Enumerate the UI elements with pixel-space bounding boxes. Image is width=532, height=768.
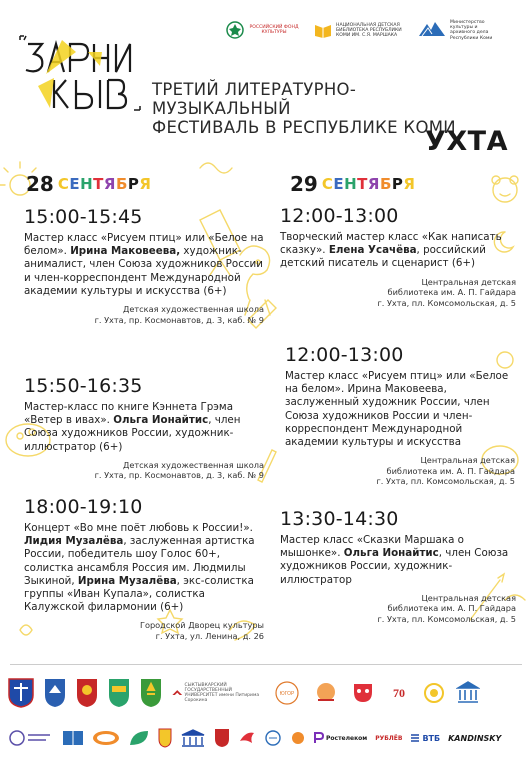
event-venue: Центральная детская библиотека им. А. П. Гайдара г. Ухта, пл. Комсомольская, д. 5 xyxy=(377,592,516,624)
event-description: Мастер класс «Сказки Маршака о мышонке». Ольга Ионайтис, член Союза художников России, художник-иллюстратор xyxy=(280,534,509,586)
partner-label: РОССИЙСКИЙ ФОНД КУЛЬТУРЫ xyxy=(249,25,299,36)
university-arrow-icon xyxy=(172,684,183,702)
vtb-logo: ВТБ xyxy=(410,733,440,743)
day-number: 28 xyxy=(26,172,54,196)
yugor-circle-icon xyxy=(274,680,300,706)
yugor-logo xyxy=(272,680,302,706)
month-letter: Т xyxy=(357,175,368,193)
month-letter: Р xyxy=(127,175,140,193)
region-coat-of-arms-icon xyxy=(108,678,130,708)
ministry-wave-icon xyxy=(418,22,446,38)
event-card xyxy=(24,206,264,325)
partner-national-library xyxy=(314,20,404,41)
festival-logo xyxy=(18,34,150,116)
event-time: 18:00-19:10 xyxy=(24,496,143,518)
event-person: Лидия Музалёва xyxy=(24,535,124,548)
ukhta-coat-of-arms-icon xyxy=(8,678,34,708)
city-coat-of-arms-icon xyxy=(44,678,66,708)
month-letter: Р xyxy=(391,175,404,193)
event-venue: Детская художественная школа г. Ухта, пр. Космонавтов, д. 3, каб. № 9 xyxy=(94,459,264,481)
month-label xyxy=(322,175,416,193)
culture-fund-emblem-icon xyxy=(226,21,244,39)
event-person: Елена Усачёва xyxy=(328,244,417,257)
top-partners xyxy=(226,20,502,41)
partner-label: Министерство культуры и архивного дела Республики Коми xyxy=(450,20,493,41)
event-time: 15:50-16:35 xyxy=(24,375,143,397)
anniversary-70-icon xyxy=(386,680,412,706)
event-venue: Детская художественная школа г. Ухта, пр. Космонавтов, д. 3, каб. № 9 xyxy=(94,304,264,325)
event-description: Творческий мастер класс «Как написать сказку». Елена Усачёва, российский детский писатель и сценарист (6+) xyxy=(280,231,502,270)
month-letter: Б xyxy=(115,175,128,193)
festival-title-line: ТРЕТИЙ ЛИТЕРАТУРНО-МУЗЫКАЛЬНЫЙ xyxy=(152,80,357,118)
event-description: Концерт «Во мне поёт любовь к России!». Лидия Музалёва, заслуженная артистка России, победитель шоу Голос 60+, солистка ансамбля Россия им. Людмилы Зыкиной, Ирина Музалёва, экс-солистка группы «Иван Купала», солистка Калужской филармонии (6+) xyxy=(24,522,255,614)
rostelecom-logo: Ростелеком xyxy=(314,732,367,744)
green-leaf-logo-icon xyxy=(128,729,150,747)
date-header-day2 xyxy=(290,172,415,196)
rublev-logo: РУБЛЁВ xyxy=(375,734,403,742)
month-letter: Я xyxy=(403,175,416,193)
festival-emblem-icon xyxy=(312,680,340,706)
event-description: Мастер-класс по книге Кэннета Грэма «Ветер в ивах». Ольга Ионайтис, член Союза художников России, художник-иллюстратор (6+) xyxy=(24,401,241,453)
month-letter: Я xyxy=(367,175,380,193)
event-person: Ирина Музалёва xyxy=(77,574,177,587)
event-venue: Центральная детская библиотека им. А. П. Гайдара г. Ухта, пл. Комсомольская, д. 5 xyxy=(376,455,515,487)
event-venue: Центральная детская библиотека им. А. П. Гайдара г. Ухта, пл. Комсомольская, д. 5 xyxy=(377,276,516,308)
event-card xyxy=(285,344,515,487)
month-letter: Е xyxy=(69,175,81,193)
event-venue: Городской Дворец культуры г. Ухта, ул. Ленина, д. 26 xyxy=(139,620,264,642)
event-person: Ольга Ионайтис xyxy=(113,414,209,427)
month-letter: Т xyxy=(93,175,104,193)
event-card xyxy=(280,508,516,625)
kandinsky-logo: KANDINSKY xyxy=(448,733,502,743)
syktyvkar-university-logo: СЫКТЫВКАРСКИЙ ГОСУДАРСТВЕННЫЙ УНИВЕРСИТЕТ имени Питирима Сорокина xyxy=(172,683,262,703)
rostelecom-icon xyxy=(314,732,324,744)
small-crest-icon xyxy=(158,728,172,748)
month-letter: Н xyxy=(80,175,94,193)
red-crest-icon xyxy=(214,728,230,748)
event-card xyxy=(280,205,516,308)
month-letter: С xyxy=(321,175,334,193)
event-card xyxy=(24,496,264,642)
festival-title-line: ФЕСТИВАЛЬ В РЕСПУБЛИКЕ КОМИ xyxy=(152,118,456,137)
book-logo-icon xyxy=(62,729,84,747)
event-time: 12:00-13:00 xyxy=(285,344,404,366)
orange-flower-icon xyxy=(290,729,306,747)
month-letter: Я xyxy=(103,175,116,193)
town-coat-of-arms-icon xyxy=(140,678,162,708)
event-description: Мастер класс «Рисуем птиц» или «Белое на белом». Ирина Маковеева, художник-анималист, член Союза художников России и член-корреспондент Международной академии культуры и искусства (6+) xyxy=(24,232,264,297)
date-header-day1 xyxy=(26,172,151,196)
partner-russian-culture-fund xyxy=(226,20,300,41)
event-time: 12:00-13:00 xyxy=(280,205,399,227)
event-time: 15:00-15:45 xyxy=(24,206,143,228)
event-card xyxy=(24,375,264,481)
swirl-logo-icon xyxy=(422,680,446,706)
svg-text:ЗАРНИ: ЗАРНИ xyxy=(24,70,28,71)
svg-text:70: 70 xyxy=(393,686,405,700)
month-letter: С xyxy=(57,175,70,193)
kids-library-logo-icon xyxy=(92,729,120,747)
partner-label: НАЦИОНАЛЬНАЯ ДЕТСКАЯ БИБЛИОТЕКА РЕСПУБЛИКИ КОМИ ИМ. С.Я. МАРШАКА xyxy=(336,22,402,38)
city-name: УХТА xyxy=(425,126,508,157)
month-label xyxy=(58,175,152,193)
theater-mask-icon xyxy=(350,680,376,706)
event-person: Ольга Ионайтис xyxy=(343,547,439,560)
partner-logos-row-1 xyxy=(8,678,480,708)
event-time: 13:30-14:30 xyxy=(280,508,399,530)
museum-building-icon xyxy=(456,680,480,706)
month-letter: Б xyxy=(379,175,392,193)
culture-center-logo-icon xyxy=(8,729,54,747)
library-columns-icon xyxy=(180,729,206,747)
day-number: 29 xyxy=(290,172,318,196)
partner-logos-row-2 xyxy=(8,728,501,748)
svg-text:ЮГОР: ЮГОР xyxy=(279,691,295,697)
event-person: Ирина Маковеева, xyxy=(70,245,181,258)
event-description: Мастер класс «Рисуем птиц» или «Белое на белом». Ирина Маковеева, заслуженный художник России, член Союза художников России и член-корреспондент Международной академии культуры и искусства xyxy=(285,370,509,449)
month-letter: Н xyxy=(344,175,358,193)
library-book-icon xyxy=(314,22,332,38)
vtb-icon xyxy=(410,733,420,743)
bird-logo-icon xyxy=(238,729,256,747)
month-letter: Я xyxy=(139,175,152,193)
library-circle-icon xyxy=(264,729,282,747)
footer-divider xyxy=(10,664,522,665)
partner-ministry-culture xyxy=(418,20,502,41)
district-coat-of-arms-icon xyxy=(76,678,98,708)
month-letter: Е xyxy=(333,175,345,193)
